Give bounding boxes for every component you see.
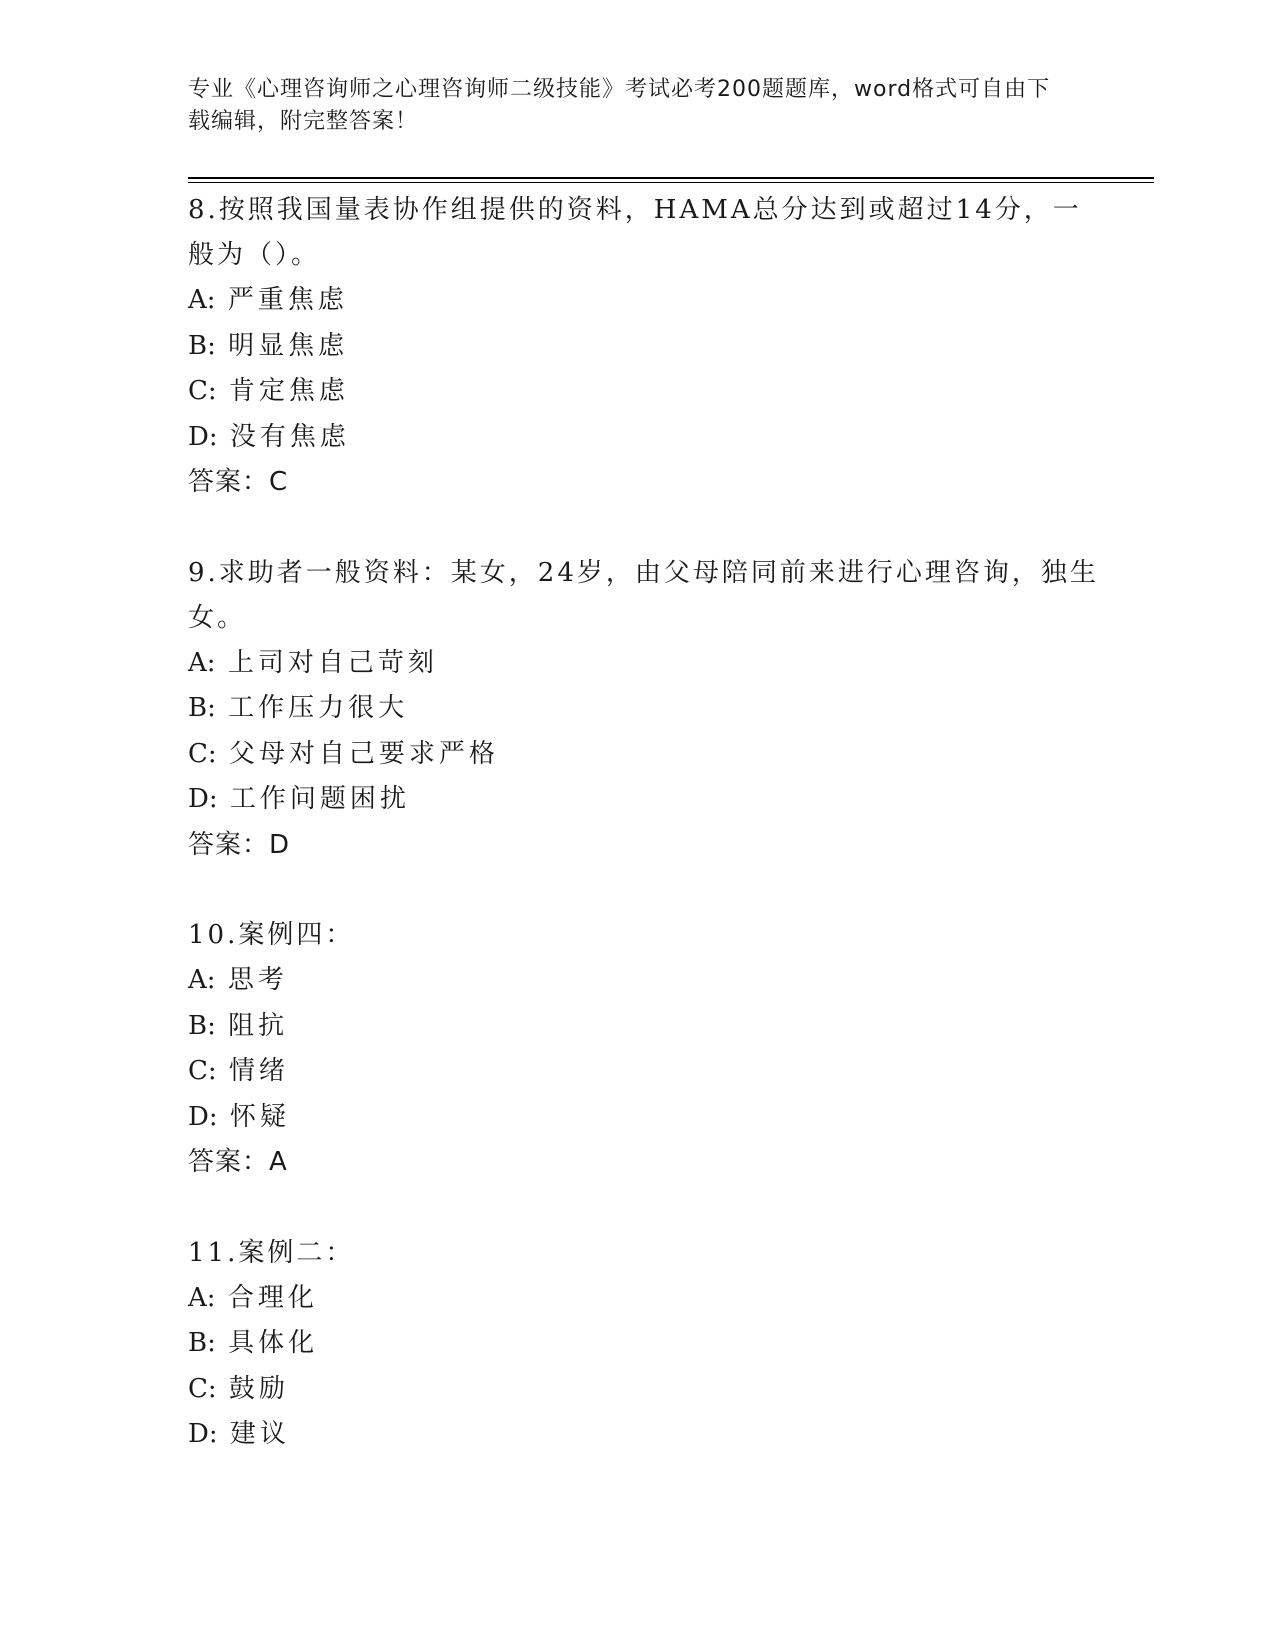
option-text: 建议 — [229, 1419, 290, 1449]
option-letter: B: — [188, 1328, 216, 1358]
question-9 — [188, 551, 1108, 869]
option-c — [188, 732, 1108, 778]
option-text: 合理化 — [227, 1282, 318, 1313]
spacer — [188, 868, 1108, 913]
question-10 — [188, 913, 1108, 1186]
option-letter: A: — [188, 965, 216, 995]
question-stem: 9.求助者一般资料：某女，24岁，由父母陪同前来进行心理咨询，独生女。 — [188, 557, 1099, 633]
option-letter: C: — [188, 1373, 217, 1404]
spacer — [188, 506, 1108, 551]
option-text: 阻抗 — [228, 1010, 289, 1041]
answer-line: 答案：D — [188, 829, 291, 860]
option-text: 工作压力很大 — [228, 693, 409, 723]
document-header: 专业《心理咨询师之心理咨询师二级技能》考试必考200题题库，word格式可自由下载编辑，附完整答案！ — [188, 77, 1051, 134]
option-b — [188, 686, 1108, 732]
option-text: 明显焦虑 — [228, 330, 349, 361]
question-stem: 11.案例二： — [188, 1237, 355, 1268]
option-text: 上司对自己苛刻 — [227, 647, 438, 678]
question-11 — [188, 1231, 1108, 1458]
option-d — [188, 415, 1108, 461]
option-text: 父母对自己要求严格 — [228, 738, 499, 769]
option-text: 思考 — [227, 965, 288, 995]
option-letter: C: — [188, 376, 217, 406]
option-text: 肯定焦虑 — [228, 376, 349, 406]
option-letter: A: — [188, 647, 216, 678]
option-b — [188, 324, 1108, 370]
option-c — [188, 369, 1108, 415]
option-text: 具体化 — [228, 1328, 319, 1358]
option-letter: A: — [188, 285, 216, 315]
answer-line: 答案：A — [188, 1147, 288, 1177]
question-stem: 10.案例四： — [188, 920, 355, 950]
spacer — [188, 1186, 1108, 1231]
option-c — [188, 1049, 1108, 1095]
option-d — [188, 777, 1108, 823]
option-a — [188, 278, 1108, 324]
option-b — [188, 1004, 1108, 1050]
option-letter: D: — [188, 1419, 218, 1449]
option-text: 怀疑 — [229, 1101, 290, 1132]
option-text: 鼓励 — [228, 1373, 289, 1404]
option-letter: B: — [188, 693, 216, 723]
option-d — [188, 1095, 1108, 1141]
option-letter: D: — [188, 1101, 218, 1132]
question-8 — [188, 188, 1108, 506]
option-letter: C: — [188, 1056, 217, 1086]
option-letter: C: — [188, 738, 217, 769]
question-stem: 8.按照我国量表协作组提供的资料，HAMA总分达到或超过14分，一般为（）。 — [188, 195, 1082, 270]
option-letter: B: — [188, 1010, 216, 1041]
option-a — [188, 958, 1108, 1004]
option-text: 情绪 — [228, 1056, 289, 1086]
option-a — [188, 641, 1108, 687]
option-letter: D: — [188, 421, 218, 452]
question-list — [188, 188, 1108, 1458]
option-c — [188, 1367, 1108, 1413]
option-a — [188, 1276, 1108, 1322]
option-letter: D: — [188, 784, 218, 814]
option-letter: B: — [188, 330, 216, 361]
option-text: 严重焦虑 — [227, 285, 348, 315]
option-letter: A: — [188, 1282, 216, 1313]
option-b — [188, 1321, 1108, 1367]
answer-line: 答案：C — [188, 467, 289, 497]
option-text: 工作问题困扰 — [229, 784, 410, 814]
option-text: 没有焦虑 — [229, 421, 350, 452]
header-rule-thin — [188, 182, 1154, 183]
option-d — [188, 1412, 1108, 1458]
header-rule-thick — [188, 177, 1154, 179]
